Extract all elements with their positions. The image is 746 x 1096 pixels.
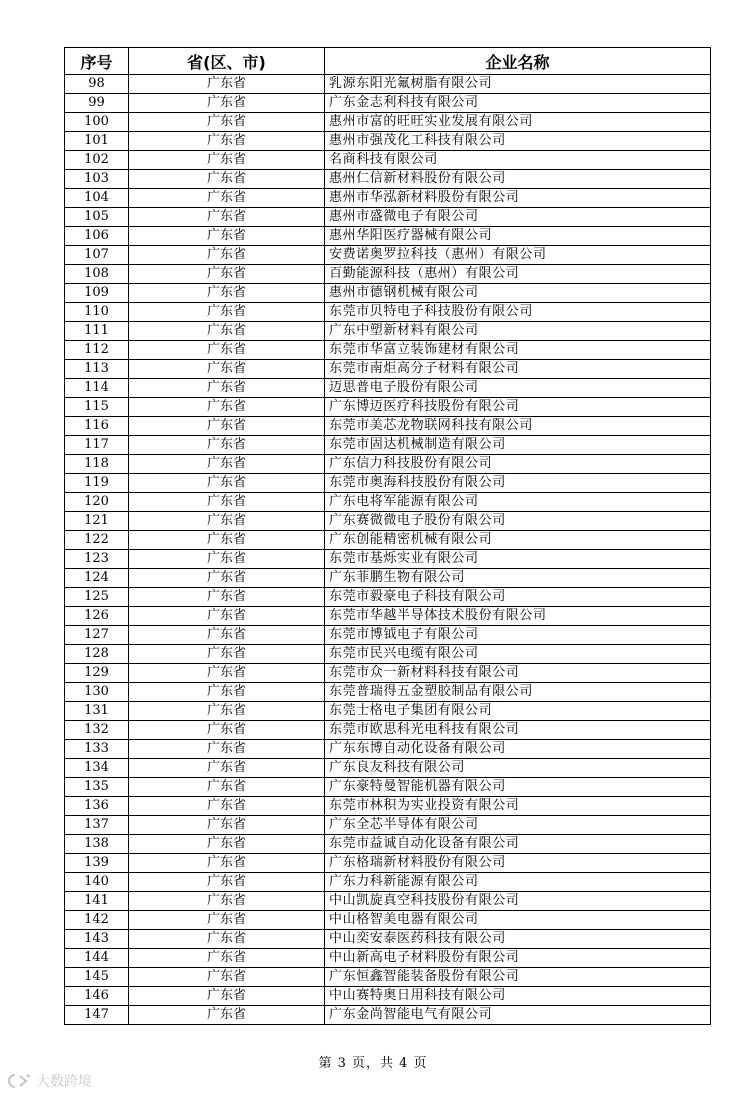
serial-number-cell: 106 xyxy=(65,227,129,246)
serial-number-cell: 117 xyxy=(65,436,129,455)
serial-number-cell: 147 xyxy=(65,1006,129,1025)
province-cell: 广东省 xyxy=(129,911,325,930)
enterprise-name-cell: 惠州市德钢机械有限公司 xyxy=(325,284,711,303)
table-row xyxy=(65,702,711,721)
table-row xyxy=(65,664,711,683)
enterprise-name-cell: 惠州市盛微电子有限公司 xyxy=(325,208,711,227)
enterprise-name-cell: 惠州华阳医疗器械有限公司 xyxy=(325,227,711,246)
enterprise-name-cell: 中山新高电子材料股份有限公司 xyxy=(325,949,711,968)
province-cell: 广东省 xyxy=(129,607,325,626)
province-cell: 广东省 xyxy=(129,360,325,379)
province-cell: 广东省 xyxy=(129,759,325,778)
table-row xyxy=(65,132,711,151)
serial-number-cell: 123 xyxy=(65,550,129,569)
table-row xyxy=(65,208,711,227)
province-cell: 广东省 xyxy=(129,208,325,227)
province-cell: 广东省 xyxy=(129,968,325,987)
enterprise-name-cell: 广东中塑新材料有限公司 xyxy=(325,322,711,341)
serial-number-cell: 141 xyxy=(65,892,129,911)
enterprise-name-cell: 广东赛微微电子股份有限公司 xyxy=(325,512,711,531)
enterprise-name-cell: 东莞市南炬高分子材料有限公司 xyxy=(325,360,711,379)
watermark xyxy=(6,1071,92,1091)
serial-number-cell: 112 xyxy=(65,341,129,360)
serial-number-cell: 104 xyxy=(65,189,129,208)
serial-number-cell: 129 xyxy=(65,664,129,683)
table-row xyxy=(65,94,711,113)
serial-number-cell: 139 xyxy=(65,854,129,873)
province-cell: 广东省 xyxy=(129,151,325,170)
header-enterprise-name: 企业名称 xyxy=(325,48,711,75)
enterprise-name-cell: 惠州市华泓新材料股份有限公司 xyxy=(325,189,711,208)
province-cell: 广东省 xyxy=(129,189,325,208)
table-row xyxy=(65,322,711,341)
enterprise-name-cell: 东莞市民兴电缆有限公司 xyxy=(325,645,711,664)
province-cell: 广东省 xyxy=(129,341,325,360)
province-cell: 广东省 xyxy=(129,474,325,493)
serial-number-cell: 109 xyxy=(65,284,129,303)
province-cell: 广东省 xyxy=(129,436,325,455)
province-cell: 广东省 xyxy=(129,132,325,151)
province-cell: 广东省 xyxy=(129,873,325,892)
table-row xyxy=(65,949,711,968)
province-cell: 广东省 xyxy=(129,94,325,113)
enterprise-name-cell: 东莞市林积为实业投资有限公司 xyxy=(325,797,711,816)
table-row xyxy=(65,550,711,569)
table-row xyxy=(65,398,711,417)
enterprise-name-cell: 中山格智美电器有限公司 xyxy=(325,911,711,930)
serial-number-cell: 107 xyxy=(65,246,129,265)
serial-number-cell: 122 xyxy=(65,531,129,550)
enterprise-name-cell: 广东东博自动化设备有限公司 xyxy=(325,740,711,759)
enterprise-name-cell: 东莞市美芯龙物联网科技有限公司 xyxy=(325,417,711,436)
table-row xyxy=(65,721,711,740)
header-province: 省(区、市) xyxy=(129,48,325,75)
table-row xyxy=(65,284,711,303)
province-cell: 广东省 xyxy=(129,797,325,816)
serial-number-cell: 146 xyxy=(65,987,129,1006)
table-row xyxy=(65,1006,711,1025)
serial-number-cell: 99 xyxy=(65,94,129,113)
serial-number-cell: 101 xyxy=(65,132,129,151)
serial-number-cell: 135 xyxy=(65,778,129,797)
table-row xyxy=(65,455,711,474)
enterprise-name-cell: 广东豪特曼智能机器有限公司 xyxy=(325,778,711,797)
enterprise-name-cell: 名商科技有限公司 xyxy=(325,151,711,170)
table-row xyxy=(65,170,711,189)
province-cell: 广东省 xyxy=(129,493,325,512)
serial-number-cell: 136 xyxy=(65,797,129,816)
enterprise-name-cell: 惠州仁信新材料股份有限公司 xyxy=(325,170,711,189)
watermark-text: 大数跨境 xyxy=(36,1074,92,1090)
serial-number-cell: 125 xyxy=(65,588,129,607)
province-cell: 广东省 xyxy=(129,322,325,341)
province-cell: 广东省 xyxy=(129,892,325,911)
table-row xyxy=(65,227,711,246)
province-cell: 广东省 xyxy=(129,588,325,607)
table-row xyxy=(65,588,711,607)
table-row xyxy=(65,797,711,816)
table-row xyxy=(65,968,711,987)
enterprise-name-cell: 广东博迈医疗科技股份有限公司 xyxy=(325,398,711,417)
table-row xyxy=(65,683,711,702)
page-footer: 第 3 页，共 4 页 xyxy=(318,1056,428,1071)
enterprise-name-cell: 广东恒鑫智能装备股份有限公司 xyxy=(325,968,711,987)
enterprise-name-cell: 迈思普电子股份有限公司 xyxy=(325,379,711,398)
enterprise-name-cell: 广东电将军能源有限公司 xyxy=(325,493,711,512)
enterprise-name-cell: 东莞市华富立装饰建材有限公司 xyxy=(325,341,711,360)
table-row xyxy=(65,626,711,645)
table-row xyxy=(65,151,711,170)
serial-number-cell: 98 xyxy=(65,75,129,94)
province-cell: 广东省 xyxy=(129,645,325,664)
province-cell: 广东省 xyxy=(129,721,325,740)
table-row xyxy=(65,759,711,778)
province-cell: 广东省 xyxy=(129,930,325,949)
enterprise-name-cell: 东莞市基烁实业有限公司 xyxy=(325,550,711,569)
table-row xyxy=(65,911,711,930)
table-row xyxy=(65,379,711,398)
enterprise-name-cell: 东莞市毅豪电子科技有限公司 xyxy=(325,588,711,607)
enterprise-name-cell: 百勤能源科技（惠州）有限公司 xyxy=(325,265,711,284)
serial-number-cell: 120 xyxy=(65,493,129,512)
table-row xyxy=(65,75,711,94)
table-row xyxy=(65,246,711,265)
serial-number-cell: 114 xyxy=(65,379,129,398)
serial-number-cell: 130 xyxy=(65,683,129,702)
serial-number-cell: 111 xyxy=(65,322,129,341)
province-cell: 广东省 xyxy=(129,702,325,721)
serial-number-cell: 108 xyxy=(65,265,129,284)
enterprise-name-cell: 东莞市众一新材料科技有限公司 xyxy=(325,664,711,683)
serial-number-cell: 138 xyxy=(65,835,129,854)
serial-number-cell: 113 xyxy=(65,360,129,379)
province-cell: 广东省 xyxy=(129,740,325,759)
province-cell: 广东省 xyxy=(129,170,325,189)
serial-number-cell: 118 xyxy=(65,455,129,474)
province-cell: 广东省 xyxy=(129,265,325,284)
serial-number-cell: 131 xyxy=(65,702,129,721)
province-cell: 广东省 xyxy=(129,379,325,398)
province-cell: 广东省 xyxy=(129,987,325,1006)
table-row xyxy=(65,835,711,854)
enterprise-name-cell: 广东格瑞新材料股份有限公司 xyxy=(325,854,711,873)
table-row xyxy=(65,645,711,664)
serial-number-cell: 103 xyxy=(65,170,129,189)
enterprise-name-cell: 广东信力科技股份有限公司 xyxy=(325,455,711,474)
province-cell: 广东省 xyxy=(129,75,325,94)
province-cell: 广东省 xyxy=(129,113,325,132)
enterprise-name-cell: 东莞士格电子集团有限公司 xyxy=(325,702,711,721)
serial-number-cell: 116 xyxy=(65,417,129,436)
province-cell: 广东省 xyxy=(129,227,325,246)
enterprise-name-cell: 乳源东阳光氟树脂有限公司 xyxy=(325,75,711,94)
serial-number-cell: 100 xyxy=(65,113,129,132)
enterprise-name-cell: 广东力科新能源有限公司 xyxy=(325,873,711,892)
province-cell: 广东省 xyxy=(129,1006,325,1025)
serial-number-cell: 124 xyxy=(65,569,129,588)
province-cell: 广东省 xyxy=(129,835,325,854)
enterprise-name-cell: 东莞市奥海科技股份有限公司 xyxy=(325,474,711,493)
table-row xyxy=(65,816,711,835)
table-row xyxy=(65,987,711,1006)
table-row xyxy=(65,740,711,759)
serial-number-cell: 115 xyxy=(65,398,129,417)
enterprise-name-cell: 广东良友科技有限公司 xyxy=(325,759,711,778)
enterprise-name-cell: 东莞市华越半导体技术股份有限公司 xyxy=(325,607,711,626)
table-row xyxy=(65,113,711,132)
table-row xyxy=(65,417,711,436)
serial-number-cell: 133 xyxy=(65,740,129,759)
serial-number-cell: 119 xyxy=(65,474,129,493)
table-row xyxy=(65,436,711,455)
enterprise-name-cell: 广东创能精密机械有限公司 xyxy=(325,531,711,550)
enterprise-name-cell: 东莞普瑞得五金塑胶制品有限公司 xyxy=(325,683,711,702)
enterprise-name-cell: 东莞市贝特电子科技股份有限公司 xyxy=(325,303,711,322)
table-row xyxy=(65,892,711,911)
province-cell: 广东省 xyxy=(129,512,325,531)
brand-logo-icon xyxy=(6,1072,32,1090)
serial-number-cell: 134 xyxy=(65,759,129,778)
table-header xyxy=(65,48,711,75)
serial-number-cell: 132 xyxy=(65,721,129,740)
enterprise-name-cell: 广东金志利科技有限公司 xyxy=(325,94,711,113)
table-row xyxy=(65,265,711,284)
enterprise-name-cell: 中山奕安泰医药科技有限公司 xyxy=(325,930,711,949)
serial-number-cell: 142 xyxy=(65,911,129,930)
serial-number-cell: 102 xyxy=(65,151,129,170)
serial-number-cell: 140 xyxy=(65,873,129,892)
serial-number-cell: 126 xyxy=(65,607,129,626)
enterprise-list-table xyxy=(64,47,711,1025)
province-cell: 广东省 xyxy=(129,398,325,417)
province-cell: 广东省 xyxy=(129,626,325,645)
province-cell: 广东省 xyxy=(129,816,325,835)
enterprise-name-cell: 惠州市富的旺旺实业发展有限公司 xyxy=(325,113,711,132)
enterprise-name-cell: 东莞市欧思科光电科技有限公司 xyxy=(325,721,711,740)
table-row xyxy=(65,493,711,512)
province-cell: 广东省 xyxy=(129,455,325,474)
table-row xyxy=(65,474,711,493)
enterprise-name-cell: 安费诺奥罗拉科技（惠州）有限公司 xyxy=(325,246,711,265)
province-cell: 广东省 xyxy=(129,949,325,968)
serial-number-cell: 110 xyxy=(65,303,129,322)
province-cell: 广东省 xyxy=(129,417,325,436)
header-row xyxy=(65,48,711,75)
table-row xyxy=(65,360,711,379)
enterprise-name-cell: 东莞市博钺电子有限公司 xyxy=(325,626,711,645)
serial-number-cell: 143 xyxy=(65,930,129,949)
province-cell: 广东省 xyxy=(129,664,325,683)
province-cell: 广东省 xyxy=(129,531,325,550)
province-cell: 广东省 xyxy=(129,569,325,588)
serial-number-cell: 144 xyxy=(65,949,129,968)
province-cell: 广东省 xyxy=(129,550,325,569)
enterprise-name-cell: 中山赛特奥日用科技有限公司 xyxy=(325,987,711,1006)
table-row xyxy=(65,303,711,322)
table-row xyxy=(65,778,711,797)
table-row xyxy=(65,873,711,892)
enterprise-name-cell: 中山凯旋真空科技股份有限公司 xyxy=(325,892,711,911)
province-cell: 广东省 xyxy=(129,284,325,303)
enterprise-name-cell: 惠州市强茂化工科技有限公司 xyxy=(325,132,711,151)
serial-number-cell: 145 xyxy=(65,968,129,987)
header-serial-number: 序号 xyxy=(65,48,129,75)
table-row xyxy=(65,930,711,949)
serial-number-cell: 128 xyxy=(65,645,129,664)
serial-number-cell: 121 xyxy=(65,512,129,531)
enterprise-name-cell: 广东金尚智能电气有限公司 xyxy=(325,1006,711,1025)
enterprise-name-cell: 东莞市固达机械制造有限公司 xyxy=(325,436,711,455)
enterprise-name-cell: 广东全芯半导体有限公司 xyxy=(325,816,711,835)
province-cell: 广东省 xyxy=(129,303,325,322)
table-row xyxy=(65,854,711,873)
serial-number-cell: 137 xyxy=(65,816,129,835)
province-cell: 广东省 xyxy=(129,683,325,702)
table-row xyxy=(65,569,711,588)
table-row xyxy=(65,607,711,626)
table-row xyxy=(65,531,711,550)
province-cell: 广东省 xyxy=(129,246,325,265)
province-cell: 广东省 xyxy=(129,854,325,873)
serial-number-cell: 105 xyxy=(65,208,129,227)
table-body xyxy=(65,75,711,1025)
table-row xyxy=(65,512,711,531)
enterprise-name-cell: 东莞市益诚自动化设备有限公司 xyxy=(325,835,711,854)
table-row xyxy=(65,189,711,208)
serial-number-cell: 127 xyxy=(65,626,129,645)
enterprise-name-cell: 广东菲鹏生物有限公司 xyxy=(325,569,711,588)
table-row xyxy=(65,341,711,360)
province-cell: 广东省 xyxy=(129,778,325,797)
